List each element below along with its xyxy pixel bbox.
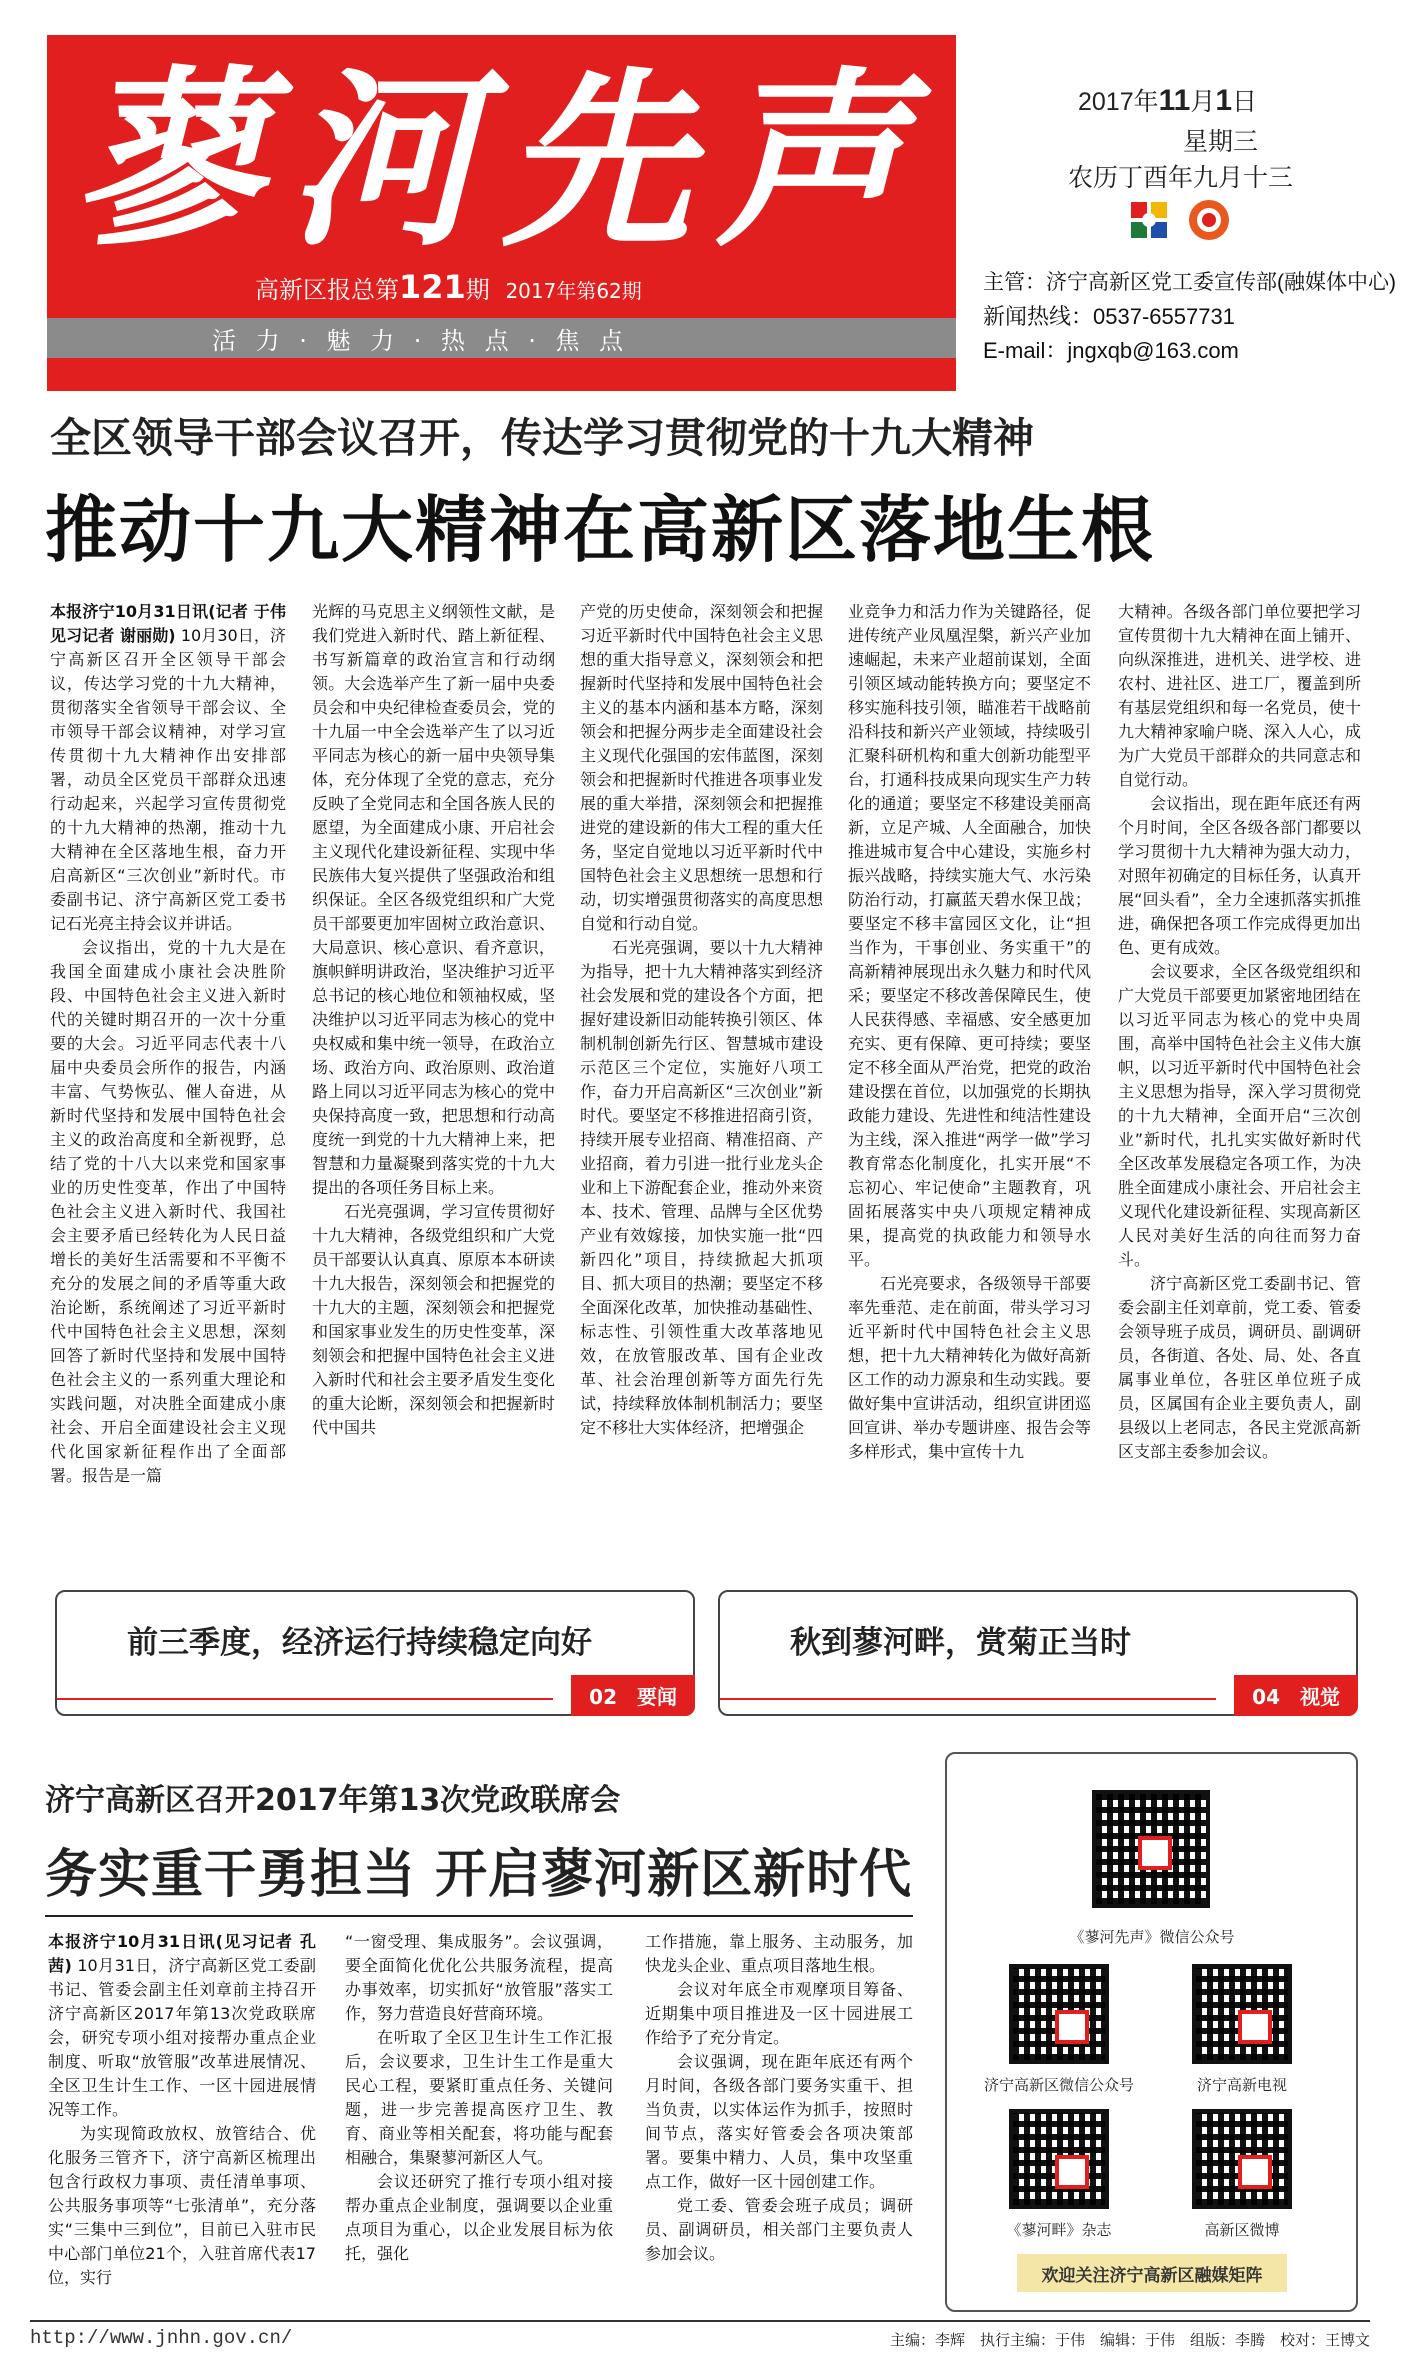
teaser-page: 04 xyxy=(1252,1685,1280,1709)
teaser-page-tag xyxy=(571,1675,695,1716)
date-day-label: 日 xyxy=(1232,88,1258,116)
issue-line xyxy=(255,268,955,308)
lead-paragraph: 石光亮强调，要以十九大精神为指导，把十九大精神落实到经济社会发展和党的建设各个方面，把握好建设新旧动能转换引领区、体制机制创新先行区、智慧城市建设示范区三个定位，实施好八项工作，奋力开启高新区“三次创业”新时代。要坚定不移推进招商引资，持续开展专业招商、精准招商、产业招商，着力引进一批行业龙头企业和上下游配套企业，推动外来资本、技术、管理、品牌与全区优势产业有效嫁接，加快实施一批“四新四化”项目，持续掀起大抓项目、抓大项目的热潮；要坚定不移全面深化改革，加快推动基础性、标志性、引领性重大改革落地见效，在放管服改革、国有企业改革、社会治理创新等方面先行先试，持续释放体制机制活力；要坚定不移壮大实体经济，把增强企 xyxy=(580,938,823,1437)
lead-headline: 推动十九大精神在高新区落地生根 xyxy=(45,488,1156,572)
lead-paragraph: 会议要求，全区各级党组织和广大党员干部要更加紧密地团结在以习近平同志为核心的党中央周围，高举中国特色社会主义伟大旗帜，以习近平新时代中国特色社会主义思想为指导，深入学习贯彻党的十九大精神，全面开启“三次创业”新时代，扎扎实实做好新时代全区改革发展稳定各项工作，为决胜全面建成小康社会、开启社会主义现代化建设新征程、实现高新区人民对美好生活的向往而努力奋斗。 xyxy=(1118,962,1361,1269)
lead-paragraph: 会议指出，现在距年底还有两个月时间，全区各级各部门都要以学习贯彻十九大精神为强大动力，对照年初确定的目标任务，认真开展“回头看”，全力全速抓落实抓推进，确保把各项工作完成得更加出色、更有成效。 xyxy=(1118,794,1361,957)
lead-column-3 xyxy=(580,600,823,1575)
issue-year: 2017年第62期 xyxy=(505,279,642,303)
qr-code-icon[interactable] xyxy=(1192,1964,1292,2064)
qr-caption: 高新区微博 xyxy=(1204,2221,1280,2239)
second-divider xyxy=(45,1915,913,1917)
qr-code-icon[interactable] xyxy=(1009,1964,1109,2064)
teaser-chrysanthemum[interactable] xyxy=(718,1590,1358,1716)
website-link[interactable]: http://www.jnhn.gov.cn/ xyxy=(30,2327,293,2349)
party-logo-icon xyxy=(1127,198,1171,242)
teaser-divider xyxy=(57,1698,553,1700)
date-day: 1 xyxy=(1215,84,1233,117)
lead-kicker: 全区领导干部会议召开，传达学习贯彻党的十九大精神 xyxy=(50,414,1034,462)
lead-paragraph: 会议指出，党的十九大是在我国全面建成小康社会决胜阶段、中国特色社会主义进入新时代的关键时期召开的一次十分重要的大会。习近平同志代表十八届中央委员会所作的报告，内涵丰富、气势恢弘、催人奋进，从新时代坚持和发展中国特色社会主义的政治高度和全新视野，总结了党的十八大以来党和国家事业的历史性变革，作出了中国特色社会主义进入新时代、我国社会主要矛盾已经转化为人民日益增长的美好生活需要和不平衡不充分的发展之间的矛盾等重大政治论断，系统阐述了习近平新时代中国特色社会主义思想，深刻回答了新时代坚持和发展中国特色社会主义的一系列重大理论和实践问题，对决胜全面建成小康社会、开启全面建设社会主义现代化国家新征程作出了全面部署。报告是一篇 xyxy=(50,938,286,1485)
lead-paragraph: 石光亮强调，学习宣传贯彻好十九大精神，各级党组织和广大党员干部要认认真真、原原本本研读十九大报告，深刻领会和把握党的十九大的主题，深刻领会和把握党和国家事业发生的历史性变革，深刻领会和把握中国特色社会主义进入新时代和社会主要矛盾发生变化的重大论断，深刻领会和把握新时代中国共 xyxy=(312,1202,555,1437)
lead-paragraph: 产党的历史使命，深刻领会和把握习近平新时代中国特色社会主义思想的重大指导意义，深刻领会和把握新时代坚持和发展中国特色社会主义的基本内涵和基本方略，深刻领会和把握分两步走全面建设社会主义现代化强国的宏伟蓝图，深刻领会和把握新时代推进各项事业发展的重大举措，深刻领会和把握推进党的建设新的伟大工程的重大任务，坚定自觉地以习近平新时代中国特色社会主义思想统一思想和行动，切实增强贯彻落实的高度思想自觉和行动自觉。 xyxy=(580,602,823,933)
news-hotline: 新闻热线：0537-6557731 xyxy=(983,304,1235,329)
second-paragraph: 工作措施，靠上服务、主动服务，加快龙头企业、重点项目落地生根。 xyxy=(645,1932,913,1975)
second-headline: 务实重干勇担当 开启蓼河新区新时代 xyxy=(45,1845,913,1905)
lead-paragraph: 10月30日，济宁高新区召开全区领导干部会议，传达学习党的十九大精神，贯彻落实全省领导干部会议、全市领导干部会议精神，对学习宣传贯彻十九大精神作出安排部署，动员全区党员干部群众迅速行动起来，兴起学习宣传贯彻党的十九大精神的热潮，推动十九大精神在全区落地生根，奋力开启高新区“三次创业”新时代。市委副书记、济宁高新区党工委书记石光亮主持会议并讲话。 xyxy=(50,626,286,933)
lead-column-4 xyxy=(848,600,1091,1575)
second-column-1 xyxy=(48,1930,316,2318)
qr-caption: 济宁高新区微信公众号 xyxy=(983,2076,1134,2094)
footer-rule xyxy=(30,2320,1370,2322)
lead-paragraph: 石光亮要求，各级领导干部要率先垂范、走在前面，带头学习习近平新时代中国特色社会主义思想，把十九大精神转化为做好高新区工作的动力源泉和生动实践。要做好集中宣讲活动，组织宣讲团巡回宣讲、举办专题讲座、报告会等多样形式，集中宣传十九 xyxy=(848,1274,1091,1461)
qr-code-panel xyxy=(945,1752,1358,2312)
teaser-section: 视觉 xyxy=(1300,1685,1340,1709)
lunar-date: 农历丁酉年九月十三 xyxy=(1068,164,1294,192)
lead-column-5 xyxy=(1118,600,1361,1575)
second-kicker: 济宁高新区召开2017年第13次党政联席会 xyxy=(45,1783,621,1818)
lead-byline: 本报济宁10月31日讯(记者 于伟 见习记者 谢丽勋) xyxy=(50,602,286,645)
teaser-title: 前三季度，经济运行持续稳定向好 xyxy=(127,1625,592,1661)
teaser-economy[interactable] xyxy=(55,1590,695,1716)
media-logo-icon xyxy=(1187,198,1231,242)
teaser-divider xyxy=(720,1698,1216,1700)
lead-column-2 xyxy=(312,600,555,1575)
date-year: 2017年 xyxy=(1078,88,1159,116)
newspaper-title: 蓼河先声 xyxy=(73,48,930,272)
lead-paragraph: 光辉的马克思主义纲领性文献，是我们党进入新时代、踏上新征程、书写新篇章的政治宣言和行动纲领。大会选举产生了新一届中央委员会和中央纪律检查委员会，党的十九届一中全会选举产生了以习近平同志为核心的新一届中央领导集体，充分体现了全党的意志，充分反映了全党同志和全国各族人民的愿望，为全面建成小康、开启社会主义现代化建设新征程、实现中华民族伟大复兴提供了坚强政治和组织保证。全区各级党组织和广大党员干部要更加牢固树立政治意识、大局意识、核心意识、看齐意识，旗帜鲜明讲政治，坚决维护习近平总书记的核心地位和领袖权威，坚决维护以习近平同志为核心的党中央权威和集中统一领导，在政治立场、政治方向、政治原则、政治道路上同以习近平同志为核心的党中央保持高度一致，把思想和行动高度统一到党的十九大精神上来，把智慧和力量凝聚到落实党的十九大提出的各项任务目标上来。 xyxy=(312,602,555,1197)
issue-date xyxy=(1078,82,1257,118)
second-paragraph: 为实现简政放权、放管结合、优化服务三管齐下，济宁高新区梳理出包含行政权力事项、责任清单事项、公共服务事项等“七张清单”，充分落实“三集中三到位”，目前已入驻市民中心部门单位21个，入驻首席代表17位，实行 xyxy=(48,2124,316,2287)
second-paragraph: 会议还研究了推行专项小组对接帮办重点企业制度，强调要以企业重点项目为重心，以企业发展目标为依托，强化 xyxy=(345,2172,613,2263)
qr-code-icon[interactable] xyxy=(1009,2109,1109,2209)
teaser-section: 要闻 xyxy=(637,1685,677,1709)
second-column-3 xyxy=(645,1930,913,2318)
issue-suffix: 期 xyxy=(465,276,490,304)
date-month: 11 xyxy=(1158,84,1191,117)
weekday: 星期三 xyxy=(1183,128,1259,156)
teaser-page: 02 xyxy=(589,1685,617,1709)
date-month-label: 月 xyxy=(1190,88,1216,116)
lead-column-1 xyxy=(50,600,286,1575)
qr-caption: 济宁高新电视 xyxy=(1196,2076,1287,2094)
second-paragraph: 党工委、管委会班子成员；调研员、副调研员，相关部门主要负责人参加会议。 xyxy=(645,2196,913,2263)
second-paragraph: 会议对年底全市观摩项目筹备、近期集中项目推进及一区十园进展工作给予了充分肯定。 xyxy=(645,1980,913,2047)
issue-prefix: 高新区报总第 xyxy=(255,276,399,304)
lead-paragraph: 大精神。各级各部门单位要把学习宣传贯彻十九大精神在面上铺开、向纵深推进，进机关、进学校、进农村、进社区、进工厂，覆盖到所有基层党组织和每一名党员，使十九大精神家喻户晓、深入人心，成为广大党员干部群众的共同意志和自觉行动。 xyxy=(1118,602,1361,789)
second-paragraph: “一窗受理、集成服务”。会议强调，要全面简化优化公共服务流程，提高办事效率，切实抓好“放管服”落实工作，努力营造良好营商环境。 xyxy=(345,1932,613,2023)
slogan-bar: 活 力 · 魅 力 · 热 点 · 焦 点 xyxy=(47,318,956,358)
lead-paragraph: 业竞争力和活力作为关键路径，促进传统产业凤凰涅槃，新兴产业加速崛起，未来产业超前谋划，全面引领区域动能转换方向；要坚定不移实施科技引领，瞄准若干战略前沿科技和新兴产业领域，持续吸引汇聚科研机构和重大创新功能型平台，打通科技成果向现实生产力转化的通道；要坚定不移建设美丽高新，立足产城、人全面融合，加快推进城市复合中心建设，实施乡村振兴战略，持续实施大气、水污染防治行动，打赢蓝天碧水保卫战；要坚定不移丰富园区文化，让“担当作为，干事创业、务实重干”的高新精神展现出永久魅力和时代风采；要坚定不移改善保障民生，使人民获得感、幸福感、安全感更加充实、更有保障、更可持续；要坚定不移全面从严治党，把党的政治建设摆在首位，以加强党的长期执政能力建设、先进性和纯洁性建设为主线，深入推进“两学一做”学习教育常态化制度化，扎实开展“不忘初心、牢记使命”主题教育，巩固拓展落实中央八项规定精神成果，提高党的执政能力和领导水平。 xyxy=(848,602,1091,1269)
teaser-title: 秋到蓼河畔，赏菊正当时 xyxy=(790,1625,1131,1661)
contact-email: E-mail：jngxqb@163.com xyxy=(983,338,1239,363)
second-paragraph: 10月31日，济宁高新区党工委副书记、管委会副主任刘章前主持召开济宁高新区2017年第13次党政联席会，研究专项小组对接帮办重点企业制度、听取“放管服”改革进展情况、全区卫生计生工作、一区十园进展情况等工作。 xyxy=(48,1956,316,2119)
sponsor-info: 主管：济宁高新区党工委宣传部(融媒体中心) xyxy=(983,271,1396,294)
issue-number: 121 xyxy=(399,268,466,306)
qr-footer: 欢迎关注济宁高新区融媒矩阵 xyxy=(1017,2254,1287,2292)
second-paragraph: 会议强调，现在距年底还有两个月时间，各级各部门要务实重干、担当负责，以实体运作为抓手，按照时间节点，落实好管委会各项决策部署。要集中精力、人员，集中攻坚重点工作，做好一区十园创建工作。 xyxy=(645,2052,913,2191)
editorial-credits: 主编：李辉 执行主编：于伟 编辑：于伟 组版：李腾 校对：王博文 xyxy=(890,2331,1371,2349)
second-column-2 xyxy=(345,1930,613,2318)
qr-code-icon[interactable] xyxy=(1192,2109,1292,2209)
teaser-page-tag xyxy=(1234,1675,1358,1716)
qr-caption: 《蓼河畔》杂志 xyxy=(1006,2221,1112,2239)
lead-paragraph: 济宁高新区党工委副书记、管委会副主任刘章前，党工委、管委会领导班子成员，调研员、副调研员，各街道、各处、局、处、各直属事业单位，各驻区单位班子成员，区属国有企业主要负责人，副县级以上老同志，各民主党派高新区支部主委参加会议。 xyxy=(1118,1274,1361,1461)
qr-caption: 《蓼河先声》微信公众号 xyxy=(1069,1928,1235,1946)
second-byline: 本报济宁10月31日讯(见习记者 孔茜) xyxy=(48,1932,316,1975)
second-paragraph: 在听取了全区卫生计生工作汇报后，会议要求，卫生计生工作是重大民心工程，要紧盯重点任务、关键问题，进一步完善提高医疗卫生、教育、商业等相关配套，将功能与配套相融合，集聚蓼河新区人气。 xyxy=(345,2028,613,2167)
qr-code-icon[interactable] xyxy=(1092,1790,1210,1908)
